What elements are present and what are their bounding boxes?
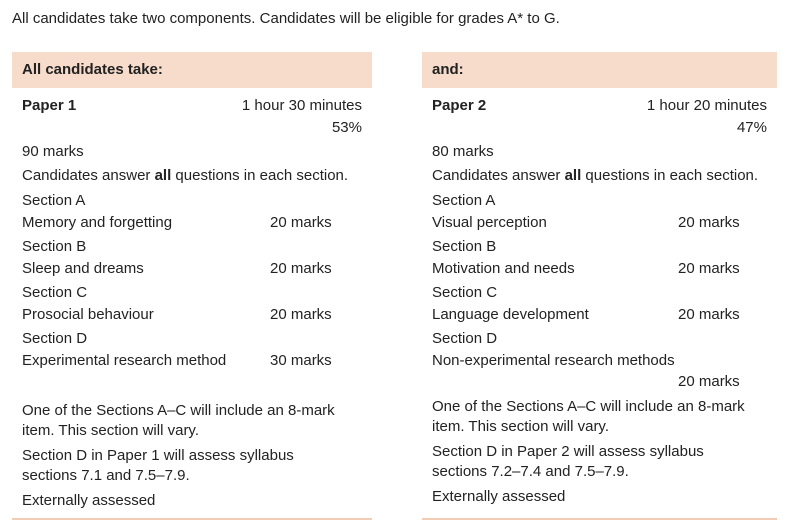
section-marks: 30 marks: [270, 352, 332, 369]
paper2-panel: [422, 52, 777, 522]
section-label: Section A: [22, 192, 86, 209]
note-line: One of the Sections A–C will include an 8-mark: [22, 402, 335, 419]
instructions: [22, 166, 348, 186]
instructions-post: questions in each section.: [581, 167, 759, 184]
section-label: Section A: [432, 192, 496, 209]
section-topic: Motivation and needs: [432, 260, 575, 277]
instructions: [432, 166, 758, 186]
section-marks: 20 marks: [678, 306, 740, 323]
section-topic: Prosocial behaviour: [22, 306, 154, 323]
section-marks: 20 marks: [270, 306, 332, 323]
section-topic: Memory and forgetting: [22, 214, 173, 231]
paper-marks: 90 marks: [22, 143, 84, 160]
instructions-pre: Candidates answer: [22, 167, 155, 184]
section-topic: Visual perception: [432, 214, 547, 231]
paper1-panel: [12, 52, 372, 522]
paper-title: Paper 1: [22, 97, 77, 114]
section-topic: Experimental research method: [22, 352, 227, 369]
note-line: sections 7.1 and 7.5–7.9.: [22, 467, 190, 484]
note-line: Section D in Paper 2 will assess syllabus: [432, 443, 704, 460]
note-line: item. This section will vary.: [432, 418, 609, 435]
section-label: Section C: [432, 284, 498, 301]
note-line: Section D in Paper 1 will assess syllabus: [22, 447, 294, 464]
paper-weighting: 47%: [736, 119, 767, 136]
column-header: All candidates take:: [12, 52, 372, 88]
intro-text: All candidates take two components. Candidates will be eligible for grades A* to G.: [12, 10, 560, 27]
assessment-type: Externally assessed: [22, 492, 156, 509]
section-topic: Language development: [432, 306, 589, 323]
section-marks: 20 marks: [270, 260, 332, 277]
note-line: sections 7.2–7.4 and 7.5–7.9.: [432, 463, 629, 480]
section-marks: 20 marks: [678, 260, 740, 277]
section-label: Section C: [22, 284, 88, 301]
section-marks: 20 marks: [270, 214, 332, 231]
section-label: Section D: [22, 330, 88, 347]
section-label: Section B: [22, 238, 87, 255]
paper-duration: 1 hour 20 minutes: [646, 97, 767, 114]
instructions-post: questions in each section.: [171, 167, 349, 184]
section-label: Section D: [432, 330, 498, 347]
section-label: Section B: [432, 238, 497, 255]
note-line: item. This section will vary.: [22, 422, 199, 439]
column-header: and:: [422, 52, 777, 88]
note-line: One of the Sections A–C will include an 8-mark: [432, 398, 745, 415]
paper-marks: 80 marks: [432, 143, 494, 160]
bottom-divider: [12, 518, 372, 520]
section-topic: Non-experimental research methods: [432, 352, 675, 369]
section-marks: 20 marks: [678, 214, 740, 231]
paper-duration: 1 hour 30 minutes: [241, 97, 362, 114]
instructions-emphasis: all: [564, 167, 582, 184]
paper-title: Paper 2: [432, 97, 487, 114]
bottom-divider: [422, 518, 777, 520]
assessment-type: Externally assessed: [432, 488, 566, 505]
instructions-emphasis: all: [154, 167, 172, 184]
section-marks: 20 marks: [678, 373, 740, 390]
instructions-pre: Candidates answer: [432, 167, 565, 184]
section-topic: Sleep and dreams: [22, 260, 144, 277]
paper-weighting: 53%: [331, 119, 362, 136]
